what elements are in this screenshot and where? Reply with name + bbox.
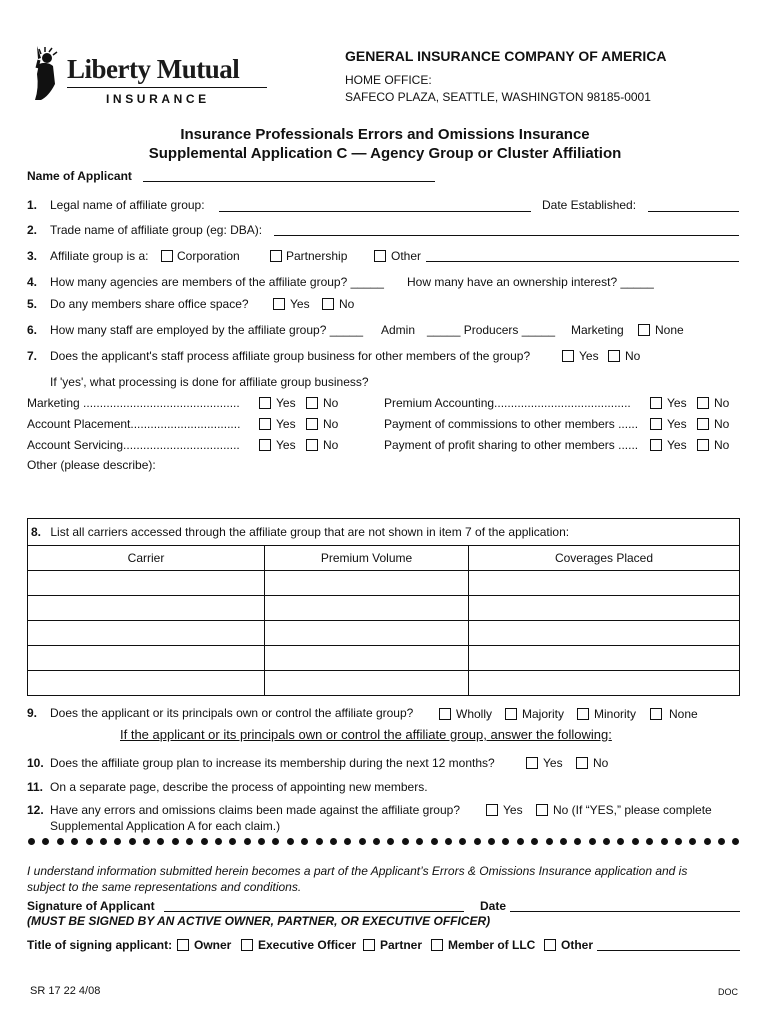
brand-subtitle: INSURANCE xyxy=(106,92,210,106)
q12-note: Supplemental Application A for each claim.) xyxy=(50,819,281,833)
q6-admin-label: Admin xyxy=(381,323,416,337)
carrier-column-header: Carrier xyxy=(28,546,265,571)
carrier-cell[interactable] xyxy=(28,596,265,621)
q2-number: 2. xyxy=(27,223,38,237)
date-established-field[interactable] xyxy=(648,211,739,212)
company-name: GENERAL INSURANCE COMPANY OF AMERICA xyxy=(345,48,667,64)
owner-checkbox[interactable] xyxy=(177,939,189,951)
signing-requirement: (MUST BE SIGNED BY AN ACTIVE OWNER, PARTNER, OR EXECUTIVE OFFICER) xyxy=(27,914,491,928)
q11-label: On a separate page, describe the process of appointing new members. xyxy=(50,780,428,794)
table-row xyxy=(28,671,740,696)
q11-number: 11. xyxy=(27,780,44,794)
q5-yes-label: Yes xyxy=(290,297,310,311)
no-label: No xyxy=(714,417,730,431)
premium-volume-column-header: Premium Volume xyxy=(265,546,469,571)
date-label: Date xyxy=(480,899,507,913)
carrier-cell[interactable] xyxy=(28,671,265,696)
yes-label: Yes xyxy=(667,438,687,452)
executive-officer-label: Executive Officer xyxy=(258,938,357,952)
affiliate-legal-name-field[interactable] xyxy=(219,211,531,212)
table-row xyxy=(28,621,740,646)
date-established-label: Date Established: xyxy=(542,198,637,212)
doc-label: DOC xyxy=(718,987,738,997)
corporation-label: Corporation xyxy=(177,249,240,263)
q12-yes-checkbox[interactable] xyxy=(486,804,498,816)
other-title-checkbox[interactable] xyxy=(544,939,556,951)
majority-checkbox[interactable] xyxy=(505,708,517,720)
q6-producers-label: _____ Producers _____ xyxy=(427,323,556,337)
none-label: None xyxy=(669,707,698,721)
q5-no-label: No xyxy=(339,297,355,311)
processing-left-2: Account Placement................................. xyxy=(27,417,241,431)
commissions-yes-checkbox[interactable] xyxy=(650,418,662,430)
wholly-checkbox[interactable] xyxy=(439,708,451,720)
q12-no-checkbox[interactable] xyxy=(536,804,548,816)
processing-right-3: Payment of profit sharing to other members ...... xyxy=(384,438,639,452)
q5-number: 5. xyxy=(27,297,38,311)
q9-number: 9. xyxy=(27,706,38,720)
q2-label: Trade name of affiliate group (eg: DBA): xyxy=(50,223,263,237)
statue-of-liberty-icon xyxy=(27,44,63,104)
wholly-label: Wholly xyxy=(456,707,493,721)
q6-label: How many staff are employed by the affiliate group? _____ xyxy=(50,323,364,337)
carrier-cell[interactable] xyxy=(28,621,265,646)
minority-checkbox[interactable] xyxy=(577,708,589,720)
form-title-line1: Insurance Professionals Errors and Omissions Insurance xyxy=(180,126,590,143)
premium-accounting-yes-checkbox[interactable] xyxy=(650,397,662,409)
none-checkbox[interactable] xyxy=(650,708,662,720)
coverages-placed-cell[interactable] xyxy=(469,646,740,671)
other-checkbox[interactable] xyxy=(374,250,386,262)
carrier-cell[interactable] xyxy=(28,646,265,671)
partner-label: Partner xyxy=(380,938,423,952)
q12-no-label: No (If “YES,” please complete xyxy=(553,803,712,817)
liberty-mutual-logo xyxy=(27,44,245,106)
q5-label: Do any members share office space? xyxy=(50,297,249,311)
partnership-checkbox[interactable] xyxy=(270,250,282,262)
commissions-no-checkbox[interactable] xyxy=(697,418,709,430)
q12-label: Have any errors and omissions claims been made against the affiliate group? xyxy=(50,803,461,817)
no-label: No xyxy=(323,438,339,452)
q7-yes-checkbox[interactable] xyxy=(562,350,574,362)
brand-name: Liberty Mutual xyxy=(67,54,240,84)
no-label: No xyxy=(714,396,730,410)
q10-no-checkbox[interactable] xyxy=(576,757,588,769)
q7-no-label: No xyxy=(625,349,641,363)
q8-number: 8. xyxy=(31,525,42,539)
carriers-table xyxy=(27,518,740,696)
name-of-applicant-label: Name of Applicant xyxy=(27,169,132,183)
q10-no-label: No xyxy=(593,756,609,770)
company-address: SAFECO PLAZA, SEATTLE, WASHINGTON 98185-0001 xyxy=(345,90,651,104)
no-label: No xyxy=(323,417,339,431)
q7-no-checkbox[interactable] xyxy=(608,350,620,362)
processing-right-1: Premium Accounting......................................... xyxy=(384,396,631,410)
table-row xyxy=(28,571,740,596)
table-row xyxy=(28,646,740,671)
profit-sharing-no-checkbox[interactable] xyxy=(697,439,709,451)
minority-label: Minority xyxy=(594,707,637,721)
q7-yes-label: Yes xyxy=(579,349,599,363)
placement-no-checkbox[interactable] xyxy=(306,418,318,430)
no-label: No xyxy=(323,396,339,410)
q3-label: Affiliate group is a: xyxy=(50,249,149,263)
premium-accounting-no-checkbox[interactable] xyxy=(697,397,709,409)
q3-number: 3. xyxy=(27,249,38,263)
partner-checkbox[interactable] xyxy=(363,939,375,951)
q8-question-cell xyxy=(28,519,740,546)
member-of-llc-checkbox[interactable] xyxy=(431,939,443,951)
q6-none-label: None xyxy=(655,323,684,337)
owner-label: Owner xyxy=(194,938,232,952)
premium-volume-cell[interactable] xyxy=(265,621,469,646)
marketing-no-checkbox[interactable] xyxy=(306,397,318,409)
form-title-line2: Supplemental Application C — Agency Group or Cluster Affiliation xyxy=(148,145,622,162)
signature-date-field[interactable] xyxy=(510,911,740,912)
other-type-field[interactable] xyxy=(426,261,739,262)
q5-no-checkbox[interactable] xyxy=(322,298,334,310)
trade-name-field[interactable] xyxy=(274,235,739,236)
processing-left-3: Account Servicing................................... xyxy=(27,438,240,452)
servicing-no-checkbox[interactable] xyxy=(306,439,318,451)
executive-officer-checkbox[interactable] xyxy=(241,939,253,951)
q10-number: 10. xyxy=(27,756,44,770)
other-title-field[interactable] xyxy=(597,950,740,951)
yes-label: Yes xyxy=(276,438,296,452)
coverages-placed-cell[interactable] xyxy=(469,571,740,596)
q10-yes-checkbox[interactable] xyxy=(526,757,538,769)
no-label: No xyxy=(714,438,730,452)
coverages-placed-cell[interactable] xyxy=(469,621,740,646)
yes-label: Yes xyxy=(276,396,296,410)
premium-volume-cell[interactable] xyxy=(265,646,469,671)
coverages-placed-column-header: Coverages Placed xyxy=(469,546,740,571)
q6-none-checkbox[interactable] xyxy=(638,324,650,336)
q10-yes-label: Yes xyxy=(543,756,563,770)
coverages-placed-cell[interactable] xyxy=(469,596,740,621)
q7-followup: If 'yes', what processing is done for affiliate group business? xyxy=(50,375,369,389)
q12-number: 12. xyxy=(27,803,44,817)
q4-number: 4. xyxy=(27,275,38,289)
premium-volume-cell[interactable] xyxy=(265,596,469,621)
processing-right-2: Payment of commissions to other members ...... xyxy=(384,417,639,431)
q8-label: List all carriers accessed through the affiliate group that are not shown in item 7 of the application: xyxy=(50,525,570,539)
q4-label: How many agencies are members of the affiliate group? _____ xyxy=(50,275,384,289)
signature-label: Signature of Applicant xyxy=(27,899,155,913)
member-of-llc-label: Member of LLC xyxy=(448,938,536,952)
partnership-label: Partnership xyxy=(286,249,348,263)
q7-label: Does the applicant's staff process affiliate group business for other members of the group? xyxy=(50,349,531,363)
servicing-yes-checkbox[interactable] xyxy=(259,439,271,451)
table-row xyxy=(28,596,740,621)
premium-volume-cell[interactable] xyxy=(265,571,469,596)
marketing-yes-checkbox[interactable] xyxy=(259,397,271,409)
yes-label: Yes xyxy=(667,396,687,410)
q5-yes-checkbox[interactable] xyxy=(273,298,285,310)
majority-label: Majority xyxy=(522,707,565,721)
dot-separator xyxy=(28,838,740,845)
processing-left-1: Marketing ............................................... xyxy=(27,396,240,410)
other-title-label: Other xyxy=(561,938,594,952)
form-id: SR 17 22 4/08 xyxy=(30,985,101,997)
q12-yes-label: Yes xyxy=(503,803,523,817)
other-label: Other xyxy=(391,249,422,263)
other-describe-label: Other (please describe): xyxy=(27,458,156,472)
corporation-checkbox[interactable] xyxy=(161,250,173,262)
q10-label: Does the affiliate group plan to increase its membership during the next 12 months? xyxy=(50,756,495,770)
q6-marketing-label: Marketing xyxy=(571,323,624,337)
yes-label: Yes xyxy=(667,417,687,431)
premium-volume-cell[interactable] xyxy=(265,671,469,696)
q9-label: Does the applicant or its principals own or control the affiliate group? xyxy=(50,706,414,720)
coverages-placed-cell[interactable] xyxy=(469,671,740,696)
profit-sharing-yes-checkbox[interactable] xyxy=(650,439,662,451)
statement-line1: I understand information submitted herein becomes a part of the Applicant’s Errors & Omissions Insurance application and is xyxy=(27,864,688,878)
q1-number: 1. xyxy=(27,198,38,212)
logo-rule xyxy=(67,87,267,88)
placement-yes-checkbox[interactable] xyxy=(259,418,271,430)
q1-label: Legal name of affiliate group: xyxy=(50,198,205,212)
yes-label: Yes xyxy=(276,417,296,431)
q9-instruction: If the applicant or its principals own or control the affiliate group, answer the following: xyxy=(120,727,612,742)
q4-ownership-label: How many have an ownership interest? _____ xyxy=(407,275,654,289)
statement-line2: subject to the same representations and conditions. xyxy=(27,880,302,894)
signature-field[interactable] xyxy=(164,911,464,912)
q7-number: 7. xyxy=(27,349,38,363)
title-of-signing-label: Title of signing applicant: xyxy=(27,938,173,952)
name-of-applicant-field[interactable] xyxy=(143,181,435,182)
carrier-cell[interactable] xyxy=(28,571,265,596)
q6-number: 6. xyxy=(27,323,38,337)
home-office-label: HOME OFFICE: xyxy=(345,73,432,87)
